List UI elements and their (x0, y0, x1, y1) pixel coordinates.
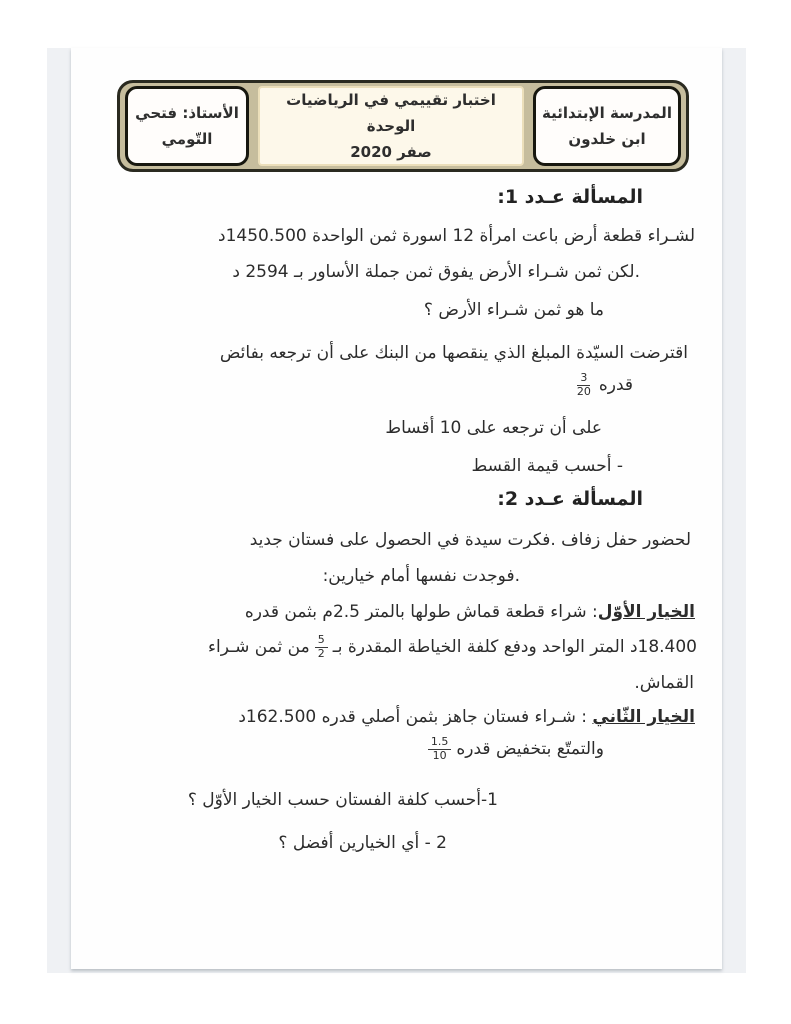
problem1-line1: لشـراء قطعة أرض باعت امرأة 12 اسورة ثمن الواحدة 1450.500د (218, 226, 695, 246)
option2-label: الخيار الثّاني (592, 707, 695, 727)
fraction-3-20 (574, 372, 594, 398)
problem2-intro1: لحضور حفل زفاف .فكرت سيدة في الحصول على فستان جديد (249, 530, 691, 550)
problem1-installments-line: على أن ترجعه على 10 أقساط (385, 418, 602, 438)
fraction-1.5-10 (428, 736, 452, 762)
option1-line2 (208, 634, 697, 660)
fraction-numerator: 1.5 (428, 736, 452, 750)
school-name-line2: ابن خلدون (568, 130, 646, 148)
problem2-question1: 1-أحسب كلفة الفستان حسب الخيار الأوّل ؟ (187, 790, 498, 810)
problem1-line2: .لكن ثمن شـراء الأرض يفوق ثمن جملة الأساور بـ 2594 د (232, 262, 640, 282)
problem1-task: - أحسب قيمة القسط (471, 456, 623, 476)
problem1-question: ما هو ثمن شـراء الأرض ؟ (423, 300, 604, 320)
surplus-prefix: قدره (598, 375, 633, 396)
problem1-surplus-line (569, 372, 633, 398)
fraction-denominator: 20 (576, 384, 591, 398)
problem2-question2: 2 - أي الخيارين أفضل ؟ (278, 833, 447, 853)
fraction-5-2 (315, 634, 328, 660)
document-header (117, 80, 689, 172)
school-name-line1: المدرسة الإبتدائية (542, 103, 672, 122)
option1-text: : شراء قطعة قماش طولها بالمتر 2.5م بثمن قدره (244, 602, 598, 622)
option1-line3: القماش. (634, 673, 694, 693)
option2-line2 (423, 736, 604, 762)
problem2-intro2: .فوجدت نفسها أمام خيارين: (322, 566, 520, 586)
problem1-heading: المسألة عـدد 1: (497, 186, 643, 208)
exam-title-line1: اختبار تقييمي في الرياضيات الوحدة (286, 90, 496, 135)
problem1-loan-line: اقترضت السيّدة المبلغ الذي ينقصها من البنك على أن ترجعه بفائض (219, 343, 688, 363)
option1-line1 (245, 602, 695, 622)
fraction-denominator: 2 (317, 646, 325, 660)
exam-title-line2: صفر 2020 (350, 143, 432, 162)
option2-line1 (238, 707, 695, 727)
fraction-numerator: 3 (577, 372, 590, 386)
fraction-denominator: 10 (432, 748, 447, 762)
teacher-name-line1: الأستاذ: فتحي (135, 103, 239, 122)
exam-title-box (258, 86, 524, 166)
option1-line2-after: من ثمن شـراء (208, 637, 310, 658)
option1-label: الخيار الأوّل (597, 602, 695, 622)
teacher-name-line2: التّومي (161, 130, 213, 148)
problem2-heading: المسألة عـدد 2: (497, 488, 643, 510)
option2-text: : شـراء فستان جاهز بثمن أصلي قدره 162.500د (238, 707, 593, 727)
option1-line2-before: 18.400د المتر الواحد ودفع كلفة الخياطة المقدرة بـ (332, 637, 697, 658)
fraction-numerator: 5 (315, 634, 328, 648)
school-name-box (533, 86, 681, 166)
option2-line2-before: والتمتّع بتخفيض قدره (456, 739, 604, 760)
teacher-name-box (125, 86, 249, 166)
